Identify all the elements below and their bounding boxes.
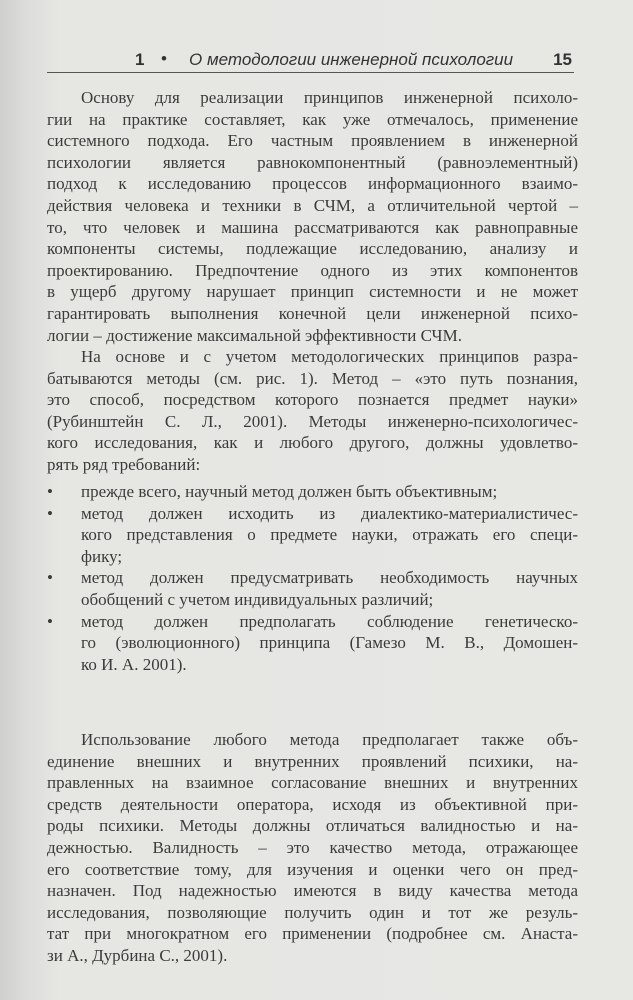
- text-line: метод должен исходить из диалектико-материалистичес-: [81, 503, 578, 523]
- text-line: гии на практике составляет, как уже отмечалось, применение: [47, 109, 578, 129]
- list-item: [47, 481, 578, 503]
- text-line: прежде всего, научный метод должен быть объективным;: [81, 482, 498, 501]
- text-line: (Рубинштейн С. Л., 2001). Методы инженерно-психологичес-: [47, 411, 578, 431]
- list-item: [47, 567, 578, 610]
- paragraph-1: [47, 87, 578, 346]
- text-line: гарантировать выполнения конечной цели инженерной психо-: [47, 303, 578, 323]
- chapter-title: О методологии инженерной психологии: [189, 50, 514, 69]
- text-line: роды психики. Методы должны отличаться валидностью и на-: [47, 816, 578, 836]
- text-line: назначен. Под надежностью имеются в виду качества метода: [47, 881, 578, 901]
- text-line: тат при многократном его применении (подробнее см. Анаста-: [47, 924, 578, 944]
- text-line: Использование любого метода предполагает также объ-: [81, 730, 578, 749]
- text-line: то, что человек и машина рассматриваются как равноправные: [47, 217, 578, 237]
- text-line: правленных на взаимное согласование внешних и внутренних: [47, 773, 578, 793]
- text-line: обобщений с учетом индивидуальных различий;: [81, 589, 434, 609]
- chapter-number: 1: [135, 50, 145, 69]
- bullet-icon: •: [47, 611, 53, 631]
- text-line: метод должен предполагать соблюдение генетическо-: [81, 611, 578, 631]
- text-line: компоненты системы, подлежащие исследованию, анализу и: [47, 239, 578, 259]
- text-line: На основе и с учетом методологических принципов разра-: [81, 347, 578, 366]
- text-line: ко И. А. 2001).: [81, 654, 187, 674]
- text-line: действия человека и техники в СЧМ, а отличительной чертой –: [47, 195, 578, 215]
- text-line: системного подхода. Его частным проявлением в инженерной: [47, 131, 578, 151]
- running-header: [47, 48, 574, 73]
- bullet-icon: •: [47, 482, 53, 501]
- list-item: [47, 503, 578, 568]
- page-number: 15: [553, 50, 572, 69]
- text-line: это способ, посредством которого познается предмет науки»: [47, 390, 578, 410]
- text-line: логии – достижение максимальной эффективности СЧМ.: [47, 325, 462, 345]
- header-separator: •: [161, 49, 167, 68]
- text-line: кого представления о предмете науки, отражать его специ-: [81, 525, 578, 545]
- requirements-list: [47, 481, 578, 675]
- text-line: го (эволюционного) принципа (Гамезо М. В., Домошен-: [81, 633, 578, 653]
- text-line: единение внешних и внутренних проявлений психики, на-: [47, 751, 578, 771]
- text-line: психологии является равнокомпонентный (равноэлементный): [47, 152, 578, 172]
- paragraph-3: [47, 729, 578, 967]
- text-line: в ущерб другому нарушает принцип системности и не может: [47, 282, 578, 302]
- text-line: проектированию. Предпочтение одного из этих компонентов: [47, 260, 578, 280]
- text-line: исследования, позволяющие получить один и тот же резуль-: [47, 902, 578, 922]
- text-line: батываются методы (см. рис. 1). Метод – «это путь познания,: [47, 368, 578, 388]
- text-line: зи А., Дурбина С., 2001).: [47, 945, 228, 965]
- text-line: кого исследования, как и любого другого, должны удовлетво-: [47, 433, 578, 453]
- text-line: рять ряд требований:: [47, 454, 201, 474]
- text-line: метод должен предусматривать необходимость научных: [81, 568, 578, 588]
- text-line: его соответствие тому, для изучения и оценки чего он пред-: [47, 859, 578, 879]
- text-line: подход к исследованию процессов информационного взаимо-: [47, 174, 578, 194]
- paragraph-2: [47, 346, 578, 476]
- bullet-icon: •: [47, 503, 53, 523]
- list-item: [47, 611, 578, 676]
- text-line: дежностью. Валидность – это качество метода, отражающее: [47, 837, 578, 857]
- text-line: фику;: [81, 546, 123, 566]
- text-line: средств деятельности оператора, исходя из объективной при-: [47, 794, 578, 814]
- text-line: Основу для реализации принципов инженерной психоло-: [81, 88, 578, 107]
- bullet-icon: •: [47, 568, 53, 588]
